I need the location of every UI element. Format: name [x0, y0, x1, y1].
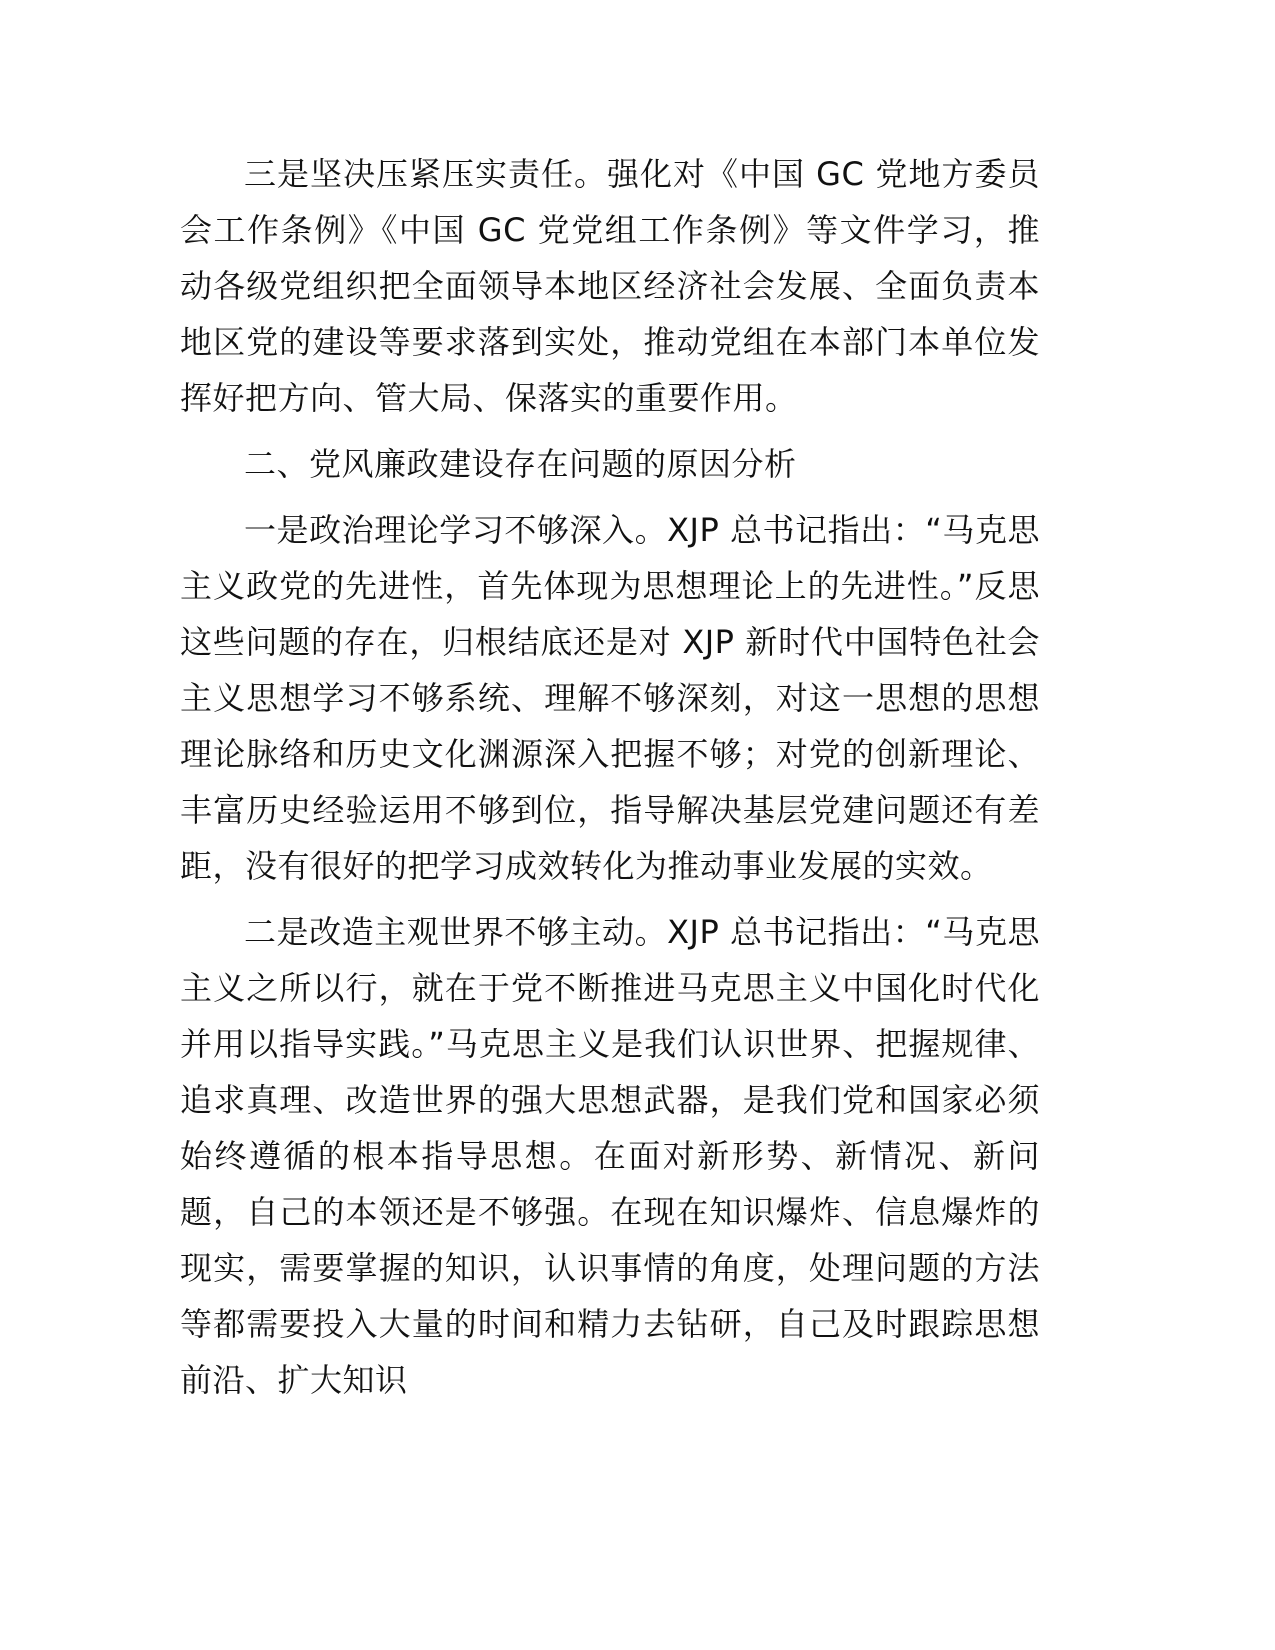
paragraph-responsibility: 三是坚决压紧压实责任。强化对《中国 GC 党地方委员会工作条例》《中国 GC 党党组工作条例》等文件学习，推动各级党组织把全面领导本地区经济社会发展、全面负责本地区党的建设等要求落到实处，推动党组在本部门本单位发挥好把方向、管大局、保落实的重要作用。 [180, 155, 1040, 417]
paragraph-subjective-world: 二是改造主观世界不够主动。XJP 总书记指出：“马克思主义之所以行，就在于党不断推进马克思主义中国化时代化并用以指导实践。”马克思主义是我们认识世界、把握规律、追求真理、改造世界的强大思想武器，是我们党和国家必须始终遵循的根本指导思想。在面对新形势、新情况、新问题，自己的本领还是不够强。在现在知识爆炸、信息爆炸的现实，需要掌握的知识，认识事情的角度，处理问题的方法等都需要投入大量的时间和精力去钻研，自己及时跟踪思想前沿、扩大知识 [180, 913, 1040, 1399]
paragraph-theory-study: 一是政治理论学习不够深入。XJP 总书记指出：“马克思主义政党的先进性，首先体现为思想理论上的先进性。”反思这些问题的存在，归根结底还是对 XJP 新时代中国特色社会主义思想学习不够系统、理解不够深刻，对这一思想的思想理论脉络和历史文化渊源深入把握不够；对党的创新理论、丰富历史经验运用不够到位，指导解决基层党建问题还有差距，没有很好的把学习成效转化为推动事业发展的实效。 [180, 511, 1040, 885]
document-body [180, 146, 1040, 1418]
section-heading-cause-analysis: 二、党风廉政建设存在问题的原因分析 [244, 445, 797, 483]
